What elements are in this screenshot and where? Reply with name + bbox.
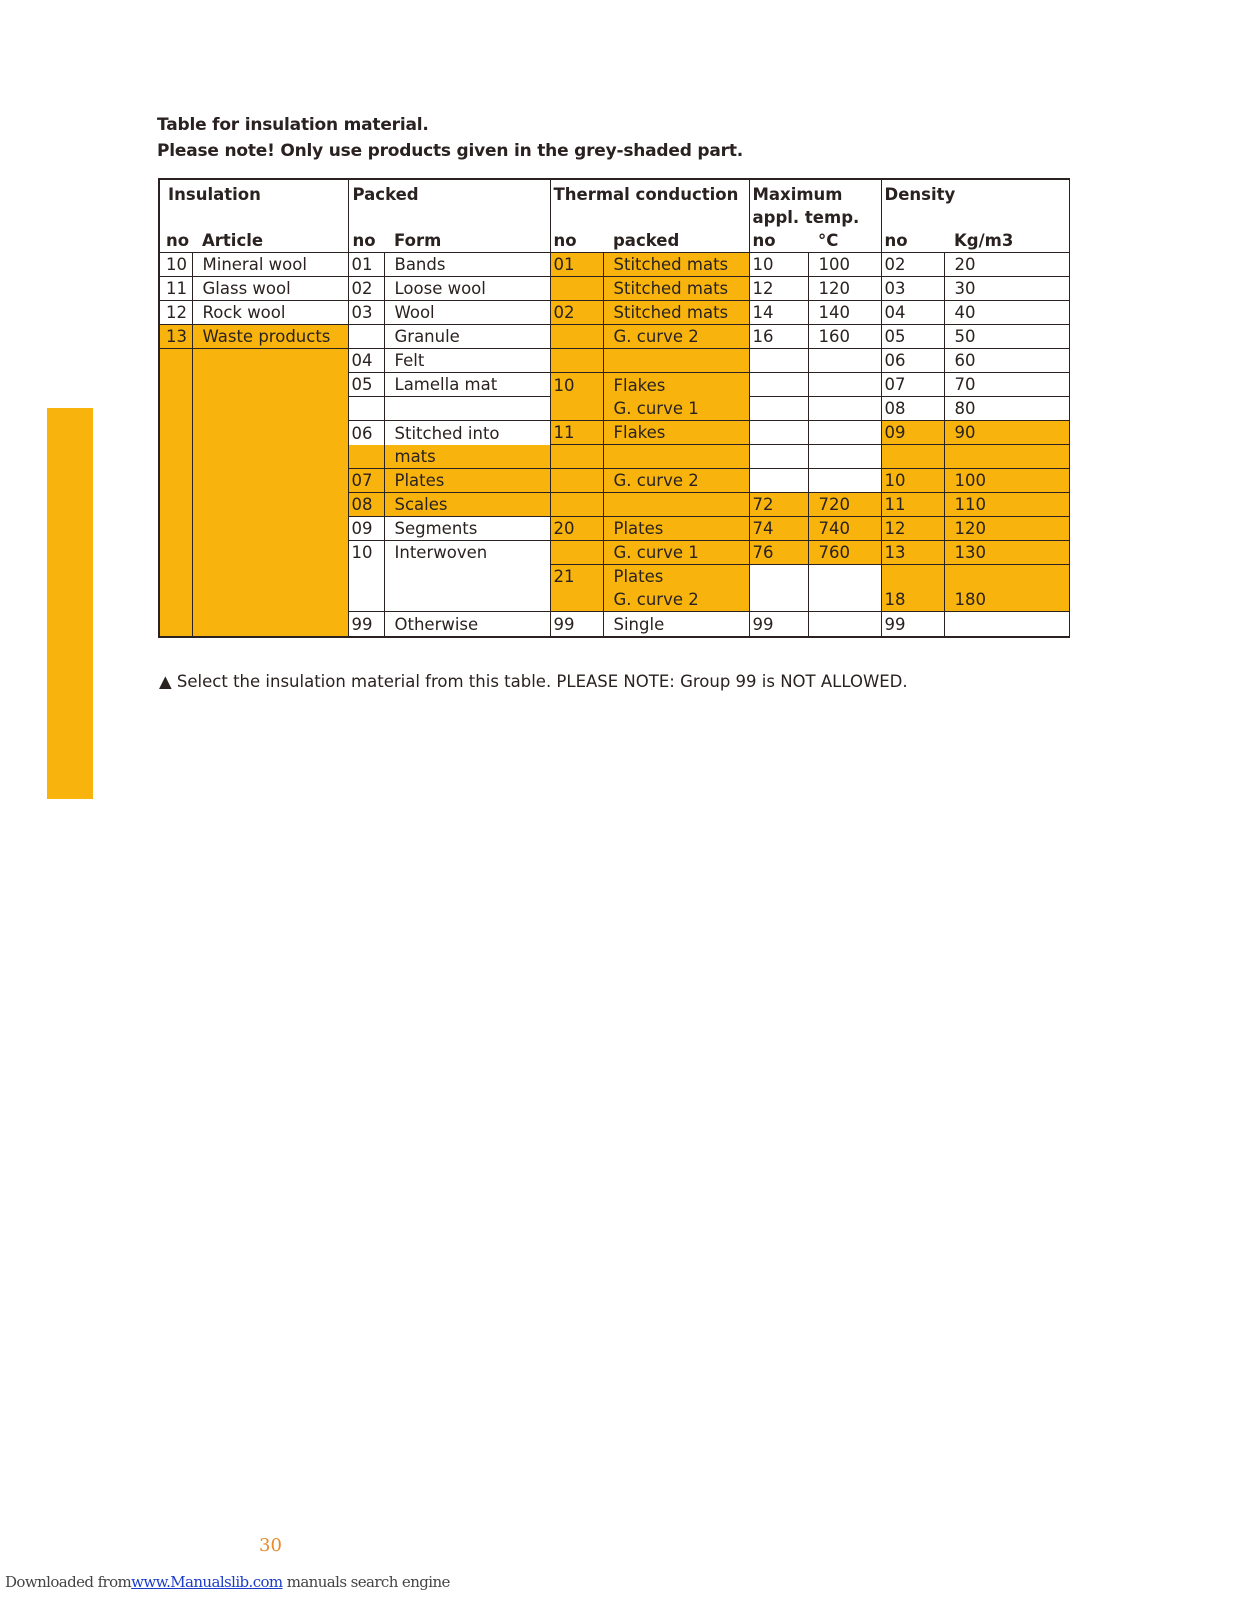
cell-pack-no: 02 <box>348 277 384 301</box>
cell-th-packed: Stitched mats <box>603 301 749 325</box>
cell-pack-no: 03 <box>348 301 384 325</box>
cell-th-packed <box>603 349 749 373</box>
cell-mx-temp <box>808 469 881 493</box>
cell-pack-form: Wool <box>384 301 550 325</box>
cell-pack-form: Bands <box>384 253 550 277</box>
cell-mx-no: 74 <box>749 517 808 541</box>
sub-de-no: no <box>881 229 944 253</box>
cell-de-no: 99 <box>881 612 944 638</box>
cell-de-no: 18 <box>881 588 944 612</box>
cell-de-val: 60 <box>944 349 1069 373</box>
sub-mx-unit: °C <box>808 229 881 253</box>
cell-mx-temp <box>808 349 881 373</box>
cell-pack-form: Granule <box>384 325 550 349</box>
cell-de-val: 110 <box>944 493 1069 517</box>
header-thermal: Thermal conduction <box>550 179 749 206</box>
table-row <box>159 349 1069 373</box>
cell-de-no: 05 <box>881 325 944 349</box>
cell-de-val: 90 <box>944 421 1069 445</box>
cell-th-no <box>550 277 603 301</box>
cell-th-packed: G. curve 1 <box>603 541 749 565</box>
cell-pack-form: Segments <box>384 517 550 541</box>
header-max-line1: Maximum <box>749 179 881 206</box>
cell-de-val: 120 <box>944 517 1069 541</box>
table-heading <box>157 112 743 164</box>
cell-ins-article: Waste products <box>192 325 348 349</box>
cell-mx-no <box>749 421 808 445</box>
cell-de-no: 02 <box>881 253 944 277</box>
page-number: 30 <box>259 1535 282 1556</box>
cell-pack-form: Otherwise <box>384 612 550 638</box>
cell-mx-no: 72 <box>749 493 808 517</box>
cell-mx-temp: 720 <box>808 493 881 517</box>
cell-pack-form: Loose wool <box>384 277 550 301</box>
cell-pack-no: 01 <box>348 253 384 277</box>
cell-pack-no: 10 <box>348 541 384 612</box>
cell-de-val: 20 <box>944 253 1069 277</box>
cell-th-packed: G. curve 2 <box>603 588 749 612</box>
cell-mx-temp: 140 <box>808 301 881 325</box>
cell-mx-temp <box>808 612 881 638</box>
cell-de-no: 04 <box>881 301 944 325</box>
cell-mx-temp <box>808 373 881 397</box>
cell-ins-article: Glass wool <box>192 277 348 301</box>
cell-pack-form: Stitched into <box>384 421 550 445</box>
cell-ins-article: Mineral wool <box>192 253 348 277</box>
cell-mx-temp <box>808 397 881 421</box>
cell-pack-no: 06 <box>348 421 384 445</box>
cell-mx-temp: 760 <box>808 541 881 565</box>
cell-pack-form: mats <box>384 445 550 469</box>
cell-th-no <box>550 541 603 565</box>
cell-th-packed: Plates <box>603 565 749 589</box>
cell-th-no: 99 <box>550 612 603 638</box>
cell-th-packed: Stitched mats <box>603 253 749 277</box>
cell-de-val: 80 <box>944 397 1069 421</box>
cell-de-val: 30 <box>944 277 1069 301</box>
cell-th-packed: Flakes <box>603 421 749 445</box>
cell-th-no <box>550 445 603 469</box>
cell-ins-article-empty <box>192 349 348 638</box>
cell-de-val-empty <box>944 565 1069 589</box>
cell-mx-no-empty <box>749 565 808 612</box>
cell-th-no <box>550 588 603 612</box>
cell-mx-no <box>749 373 808 397</box>
sub-th-packed: packed <box>603 229 749 253</box>
cell-mx-no: 16 <box>749 325 808 349</box>
cell-th-packed: G. curve 2 <box>603 469 749 493</box>
header-max-line2: appl. temp. <box>749 206 881 229</box>
heading-line-1: Table for insulation material. <box>157 115 429 135</box>
cell-pack-form: Plates <box>384 469 550 493</box>
cell-de-val <box>944 612 1069 638</box>
cell-th-no <box>550 325 603 349</box>
cell-mx-no <box>749 397 808 421</box>
cell-th-no <box>550 397 603 421</box>
cell-de-no: 08 <box>881 397 944 421</box>
cell-th-packed: Plates <box>603 517 749 541</box>
sub-ins-no: no <box>159 229 192 253</box>
sub-header-row <box>159 229 1069 253</box>
sub-pack-form: Form <box>384 229 550 253</box>
cell-de-val <box>944 445 1069 469</box>
cell-pack-no: 09 <box>348 517 384 541</box>
cell-mx-no <box>749 469 808 493</box>
cell-de-val: 40 <box>944 301 1069 325</box>
cell-pack-form: Interwoven <box>384 541 550 612</box>
selection-note: ▲ Select the insulation material from this table. PLEASE NOTE: Group 99 is NOT ALLOWED. <box>159 672 908 691</box>
cell-th-no: 20 <box>550 517 603 541</box>
group-header-row <box>159 179 1069 206</box>
insulation-table <box>158 178 1070 638</box>
cell-de-no: 11 <box>881 493 944 517</box>
cell-th-no: 21 <box>550 565 603 589</box>
cell-ins-no-empty <box>159 349 192 638</box>
cell-pack-no: 04 <box>348 349 384 373</box>
cell-de-no-empty <box>881 565 944 589</box>
footer-prefix: Downloaded from <box>5 1573 132 1591</box>
table-row <box>159 301 1069 325</box>
cell-mx-no <box>749 445 808 469</box>
table-row <box>159 253 1069 277</box>
cell-de-no: 13 <box>881 541 944 565</box>
cell-th-no <box>550 493 603 517</box>
cell-de-no: 03 <box>881 277 944 301</box>
cell-ins-no: 10 <box>159 253 192 277</box>
download-footer <box>5 1573 450 1591</box>
sub-ins-article: Article <box>192 229 348 253</box>
cell-mx-no: 10 <box>749 253 808 277</box>
cell-th-packed: G. curve 1 <box>603 397 749 421</box>
cell-ins-no: 11 <box>159 277 192 301</box>
cell-pack-form: Lamella mat <box>384 373 550 397</box>
cell-mx-temp <box>808 421 881 445</box>
cell-mx-temp: 740 <box>808 517 881 541</box>
cell-de-no: 06 <box>881 349 944 373</box>
cell-th-no: 11 <box>550 421 603 445</box>
cell-mx-temp-empty <box>808 565 881 612</box>
sub-de-unit: Kg/m3 <box>944 229 1069 253</box>
cell-pack-no <box>348 325 384 349</box>
cell-th-no: 10 <box>550 373 603 397</box>
cell-de-val: 70 <box>944 373 1069 397</box>
manualslib-link[interactable]: www.Manualslib.com <box>131 1573 283 1591</box>
cell-th-packed: Single <box>603 612 749 638</box>
cell-pack-no <box>348 397 384 421</box>
cell-mx-temp: 120 <box>808 277 881 301</box>
cell-th-packed: Stitched mats <box>603 277 749 301</box>
cell-de-no <box>881 445 944 469</box>
table-row <box>159 277 1069 301</box>
header-density: Density <box>881 179 1069 206</box>
cell-ins-article: Rock wool <box>192 301 348 325</box>
cell-pack-no: 99 <box>348 612 384 638</box>
sub-pack-no: no <box>348 229 384 253</box>
cell-mx-no: 99 <box>749 612 808 638</box>
header-packed: Packed <box>348 179 550 206</box>
cell-th-no <box>550 349 603 373</box>
cell-mx-no: 12 <box>749 277 808 301</box>
cell-de-val: 100 <box>944 469 1069 493</box>
cell-th-no: 02 <box>550 301 603 325</box>
cell-pack-form: Felt <box>384 349 550 373</box>
cell-pack-form <box>384 397 550 421</box>
cell-th-packed: Flakes <box>603 373 749 397</box>
cell-de-val: 130 <box>944 541 1069 565</box>
cell-mx-no <box>749 349 808 373</box>
cell-th-packed <box>603 445 749 469</box>
cell-ins-no: 13 <box>159 325 192 349</box>
header-insulation: Insulation <box>159 179 348 206</box>
group-header-row-2 <box>159 206 1069 229</box>
cell-de-no: 12 <box>881 517 944 541</box>
cell-mx-temp <box>808 445 881 469</box>
cell-pack-no: 05 <box>348 373 384 397</box>
cell-de-no: 09 <box>881 421 944 445</box>
cell-mx-temp: 100 <box>808 253 881 277</box>
cell-th-no: 01 <box>550 253 603 277</box>
cell-pack-no <box>348 445 384 469</box>
cell-pack-form: Scales <box>384 493 550 517</box>
cell-de-val: 180 <box>944 588 1069 612</box>
cell-th-packed: G. curve 2 <box>603 325 749 349</box>
side-accent-bar <box>47 408 93 799</box>
sub-mx-no: no <box>749 229 808 253</box>
cell-de-no: 10 <box>881 469 944 493</box>
table-row <box>159 325 1069 349</box>
cell-ins-no: 12 <box>159 301 192 325</box>
cell-mx-temp: 160 <box>808 325 881 349</box>
cell-th-no <box>550 469 603 493</box>
cell-pack-no: 07 <box>348 469 384 493</box>
cell-de-val: 50 <box>944 325 1069 349</box>
cell-de-no: 07 <box>881 373 944 397</box>
heading-line-2: Please note! Only use products given in the grey-shaded part. <box>157 141 744 161</box>
cell-th-packed <box>603 493 749 517</box>
sub-th-no: no <box>550 229 603 253</box>
cell-mx-no: 76 <box>749 541 808 565</box>
cell-mx-no: 14 <box>749 301 808 325</box>
cell-pack-no: 08 <box>348 493 384 517</box>
footer-suffix: manuals search engine <box>282 1573 450 1591</box>
